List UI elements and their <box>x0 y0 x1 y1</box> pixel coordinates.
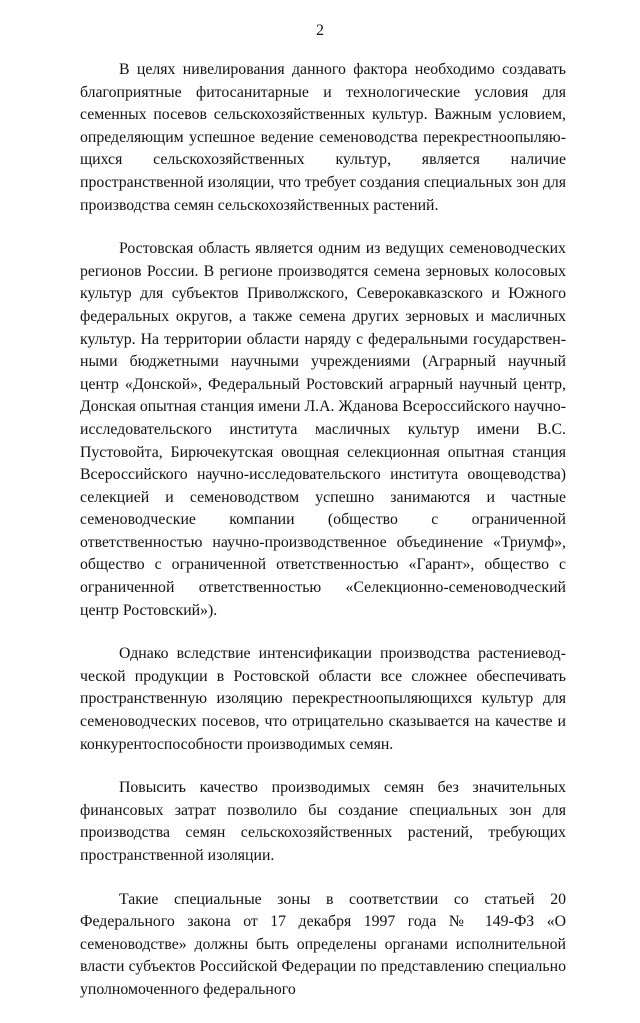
paragraph-rostov-seed-region: Ростовская область является одним из ведущих семеноводческих регионов России. В регионе производятся семена зерновых колосовых культур для субъектов Приволжского, Северокавказского и Южного федеральных округов, а также семена других зерновых и масличных культур. На территории области наряду с федеральными государственными бюджетными научными учреждениями (Аграрный научный центр «Донской», Федеральный Ростовский аграрный научный центр, Донская опытная станция имени Л.А. Жданова Всероссийского научно-исследовательского института масличных культур имени В.С. Пустовойта, Бирючекутская овощная селекционная опытная станция Всероссийского научно-исследовательского института овощеводства) селекцией и семеноводством успешно занимаются и частные семеноводческие компании (общество с ограниченной ответственностью научно-производственное объединение «Триумф», общество с ограниченной ответственностью «Гарант», общество с ограниченной ответственностью «Селекционно-семеноводческий центр Ростовский»). <box>80 240 566 619</box>
paragraph-special-zones-benefit: Повысить качество производимых семян без значительных финансовых затрат позволило бы создание специальных зон для производства семян сельскохозяйственных растений, требующих пространственной изоляции. <box>80 779 566 864</box>
document-body <box>80 59 566 1023</box>
paragraph-isolation-difficulty: Однако вследствие интенсификации производства растениеводческой продукции в Ростовской области все сложнее обеспечивать пространственную изоляцию перекрестноопыляющихся культур для семеноводческих посевов, что отрицательно сказывается на качестве и конкурентоспособности производимых семян. <box>80 645 566 753</box>
paragraph-seed-isolation-conditions: В целях нивелирования данного фактора необходимо создавать благоприятные фитосанитарные и технологические условия для семенных посевов сельскохозяйственных культур. Важным условием, определяющим успешное ведение семеноводства перекрестноопыляющихся сельскохозяйственных культур, является наличие пространственной изоляции, что требует создания специальных зон для производства семян сельскохозяйственных растений. <box>80 61 567 214</box>
paragraph-federal-law-reference: Такие специальные зоны в соответствии со статьей 20 Федерального закона от 17 декабря 1997 года № 149-ФЗ «О семеноводстве» должны быть определены органами исполнительной власти субъектов Российской Федерации по представлению специально уполномоченного федерального <box>80 890 566 998</box>
page-number: 2 <box>316 22 324 39</box>
